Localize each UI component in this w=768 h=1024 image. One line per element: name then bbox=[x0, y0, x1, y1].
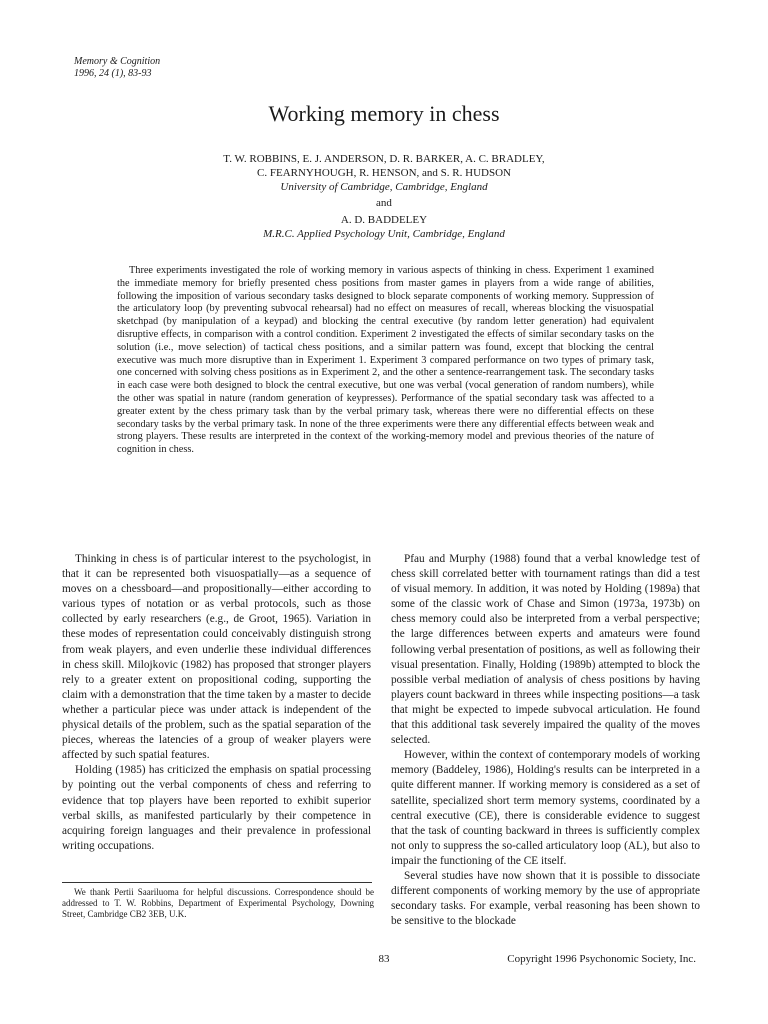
body-paragraph: Holding (1985) has criticized the emphasis on spatial processing by pointing out the verbal components of chess and referring to evidence that top players have been reported to exhibit superior verbal skills, as manifested particularly by their competence in acquiring foreign languages and their prevalence in professional writing occupations. bbox=[62, 764, 371, 852]
journal-citation: 1996, 24 (1), 83-93 bbox=[74, 68, 152, 79]
abstract bbox=[117, 265, 654, 457]
body-paragraph: Thinking in chess is of particular interest to the psychologist, in that it can be represented both visuospatially—as a sequence of moves on a chessboard—and propositionally—either according to various types of notation or as verbal protocols, such as those collected by early researchers (e.g., de Groot, 1965). Variation in these modes of representation could conceivably distinguish strong from weak players, and even underlie these individual differences in chess skill. Milojkovic (1982) has proposed that stronger players rely to a greater extent on propositional coding, supporting the claim with a demonstration that the time taken by a master to decide whether a particular piece was under attack is independent of the physical details of the problem, such as the spatial separation of the pieces, whereas the latencies of a group of weaker players were affected by such spatial features. bbox=[62, 553, 371, 762]
author-block bbox=[0, 153, 768, 242]
footnote bbox=[62, 887, 374, 920]
page-number: 83 bbox=[378, 953, 390, 965]
body-paragraph: However, within the context of contemporary models of working memory (Baddeley, 1986), Holding's results can be interpreted in a quite different manner. If working memory is considered as a set of satellite, specialized short term memory systems, coordinated by a central executive (CE), there is considerable evidence to suggest that the task of counting backward in threes is sufficiently complex not only to suppress the so-called articulatory loop (AL), but also to impair the functioning of the CE itself. bbox=[391, 749, 700, 867]
author-line-1: T. W. ROBBINS, E. J. ANDERSON, D. R. BARKER, A. C. BRADLEY, bbox=[223, 153, 545, 165]
body-paragraph: Pfau and Murphy (1988) found that a verbal knowledge test of chess skill correlated better with tournament ratings than did a test of visual memory. In addition, it was noted by Holding (1989a) that some of the classic work of Chase and Simon (1973a, 1973b) on chess memory could also be interpreted from a verbal perspective; the large differences between experts and amateurs were found following verbal presentation of positions, as well as following their visual presentation. Finally, Holding (1989b) attempted to block the possible verbal mediation of analysis of chess positions by having players count backward in threes while inspecting positions—a task that might be expected to impede subvocal articulation. He found that this additional task severely impaired the quality of the moves selected. bbox=[391, 553, 700, 747]
body-paragraph: Several studies have now shown that it is possible to dissociate different components of working memory by the use of appropriate secondary tasks. For example, verbal reasoning has been shown to be sensitive to the blockade bbox=[391, 869, 700, 928]
affiliation-1: University of Cambridge, Cambridge, England bbox=[280, 180, 488, 193]
footnote-text: We thank Pertii Saariluoma for helpful discussions. Correspondence should be addressed to T. W. Robbins, Department of Experimental Psychology, Downing Street, Cambridge CB2 3EB, U.K. bbox=[62, 887, 374, 919]
author-and: and bbox=[376, 197, 392, 210]
author-line-3: A. D. BADDELEY bbox=[340, 214, 428, 227]
paper-title: Working memory in chess bbox=[268, 101, 500, 126]
journal-header bbox=[74, 56, 160, 80]
body-column-left bbox=[62, 552, 371, 854]
journal-name: Memory & Cognition bbox=[74, 56, 161, 67]
body-column-right bbox=[391, 552, 700, 929]
affiliation-2: M.R.C. Applied Psychology Unit, Cambridge, England bbox=[263, 227, 505, 240]
copyright-notice: Copyright 1996 Psychonomic Society, Inc. bbox=[507, 953, 696, 965]
abstract-text: Three experiments investigated the role of working memory in various aspects of thinking in chess. Experiment 1 examined the immediate memory for briefly presented chess positions from master games in players from a wide range of abilities, following the imposition of various secondary tasks designed to block separate components of working memory. Suppression of the articulatory loop (by preventing subvocal rehearsal) had no effect on measures of recall, whereas blocking the visuospatial sketchpad (by manipulation of a keypad) and blocking the central executive (by random letter generation) had equivalent disruptive effects, in comparison with a control condition. Experiment 2 investigated the effects of similar secondary tasks on the solution (i.e., move selection) of tactical chess positions, and a similar pattern was found, except that blocking the central executive was much more disruptive than in Experiment 1. Experiment 3 compared performance on two types of primary task, one concerned with solving chess positions as in Experiment 2, and the other a sentence-rearrangement task. The secondary tasks in each case were both designed to block the central executive, but one was verbal (vocal generation of random numbers), while the other was spatial in nature (random generation of keypresses). Performance of the spatial secondary task was affected to a greater extent by the chess primary task than by the verbal primary task, whereas there were no differential effects on these secondary tasks by the verbal primary task. In none of the three experiments were there any differential effects between weak and strong players. These results are interpreted in the context of the working-memory model and previous theories of the nature of cognition in chess. bbox=[117, 265, 654, 456]
footnote-divider bbox=[62, 882, 372, 883]
author-line-2: C. FEARNYHOUGH, R. HENSON, and S. R. HUDSON bbox=[257, 166, 511, 179]
